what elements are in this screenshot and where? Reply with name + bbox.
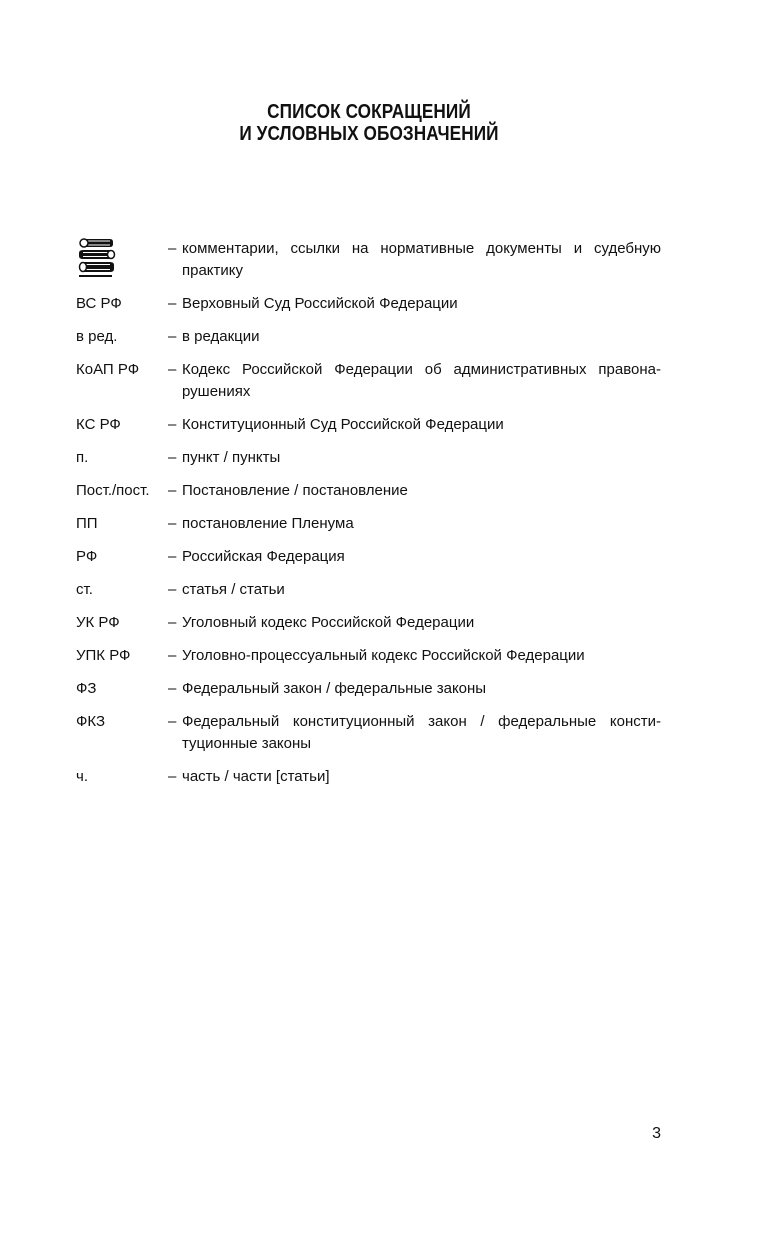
- list-item-definition: Уголовный кодекс Российской Федерации: [182, 614, 475, 631]
- list-item-dash: –: [168, 647, 177, 664]
- list-item-dash: –: [168, 482, 177, 499]
- list-item-dash: –: [168, 240, 177, 257]
- list-item: [76, 711, 661, 755]
- list-item: [76, 546, 661, 568]
- list-item: [76, 612, 661, 634]
- list-item-abbreviation: в ред.: [76, 328, 118, 345]
- list-item-definition: часть / части [статьи]: [182, 768, 330, 785]
- list-item-abbreviation: ст.: [76, 581, 93, 598]
- abbreviation-list: [76, 238, 661, 799]
- list-item-icon-cell: [76, 238, 168, 280]
- list-item: [76, 326, 661, 348]
- list-item-dash: –: [168, 361, 177, 378]
- list-item-definition: Кодекс Российской Федерации об административных правона-рушениях: [182, 361, 661, 400]
- list-item-dash: –: [168, 614, 177, 631]
- list-item-abbreviation: КоАП РФ: [76, 361, 140, 378]
- list-item-definition: Федеральный конституционный закон / федеральные консти-туционные законы: [182, 713, 661, 752]
- list-item-abbreviation: УПК РФ: [76, 647, 131, 664]
- list-item-definition: статья / статьи: [182, 581, 285, 598]
- list-item-dash: –: [168, 713, 177, 730]
- list-item: [76, 579, 661, 601]
- list-item-definition: постановление Пленума: [182, 515, 354, 532]
- list-item-dash: –: [168, 548, 177, 565]
- list-item-definition: пункт / пункты: [182, 449, 281, 466]
- list-item-abbreviation: УК РФ: [76, 614, 120, 631]
- list-item-abbreviation: ПП: [76, 515, 98, 532]
- list-item-dash: –: [168, 515, 177, 532]
- list-item-definition: Постановление / постановление: [182, 482, 408, 499]
- page-title: [52, 101, 687, 145]
- list-item-abbreviation: РФ: [76, 548, 98, 565]
- list-item-abbreviation: Пост./пост.: [76, 482, 150, 499]
- list-item-definition: комментарии, ссылки на нормативные документы и судебную практику: [182, 240, 661, 279]
- list-item: [76, 480, 661, 502]
- list-item: [76, 359, 661, 403]
- list-item-abbreviation: ФЗ: [76, 680, 97, 697]
- list-item-definition: в редакции: [182, 328, 260, 345]
- list-item-dash: –: [168, 416, 177, 433]
- list-item-dash: –: [168, 295, 177, 312]
- list-item-abbreviation: ФКЗ: [76, 713, 106, 730]
- list-item-dash: –: [168, 328, 177, 345]
- list-item: [76, 414, 661, 436]
- list-item-abbreviation: КС РФ: [76, 416, 121, 433]
- page-number: 3: [652, 1125, 661, 1142]
- list-item-definition: Российская Федерация: [182, 548, 345, 565]
- list-item-abbreviation: ч.: [76, 768, 88, 785]
- list-item-abbreviation: ВС РФ: [76, 295, 122, 312]
- list-item: [76, 513, 661, 535]
- list-item: [76, 447, 661, 469]
- list-item: [76, 766, 661, 788]
- list-item-definition: Конституционный Суд Российской Федерации: [182, 416, 504, 433]
- page-title-line-2: И УСЛОВНЫХ ОБОЗНАЧЕНИЙ: [239, 123, 499, 145]
- list-item: [76, 238, 661, 282]
- page-title-line-1: СПИСОК СОКРАЩЕНИЙ: [267, 101, 471, 123]
- books-icon: [76, 238, 116, 280]
- list-item: [76, 293, 661, 315]
- list-item-dash: –: [168, 680, 177, 697]
- list-item-dash: –: [168, 768, 177, 785]
- list-item: [76, 645, 661, 667]
- list-item: [76, 678, 661, 700]
- list-item-dash: –: [168, 581, 177, 598]
- list-item-definition: Федеральный закон / федеральные законы: [182, 680, 487, 697]
- list-item-definition: Уголовно-процессуальный кодекс Российской Федерации: [182, 647, 585, 664]
- list-item-dash: –: [168, 449, 177, 466]
- list-item-definition: Верховный Суд Российской Федерации: [182, 295, 458, 312]
- list-item-abbreviation: п.: [76, 449, 89, 466]
